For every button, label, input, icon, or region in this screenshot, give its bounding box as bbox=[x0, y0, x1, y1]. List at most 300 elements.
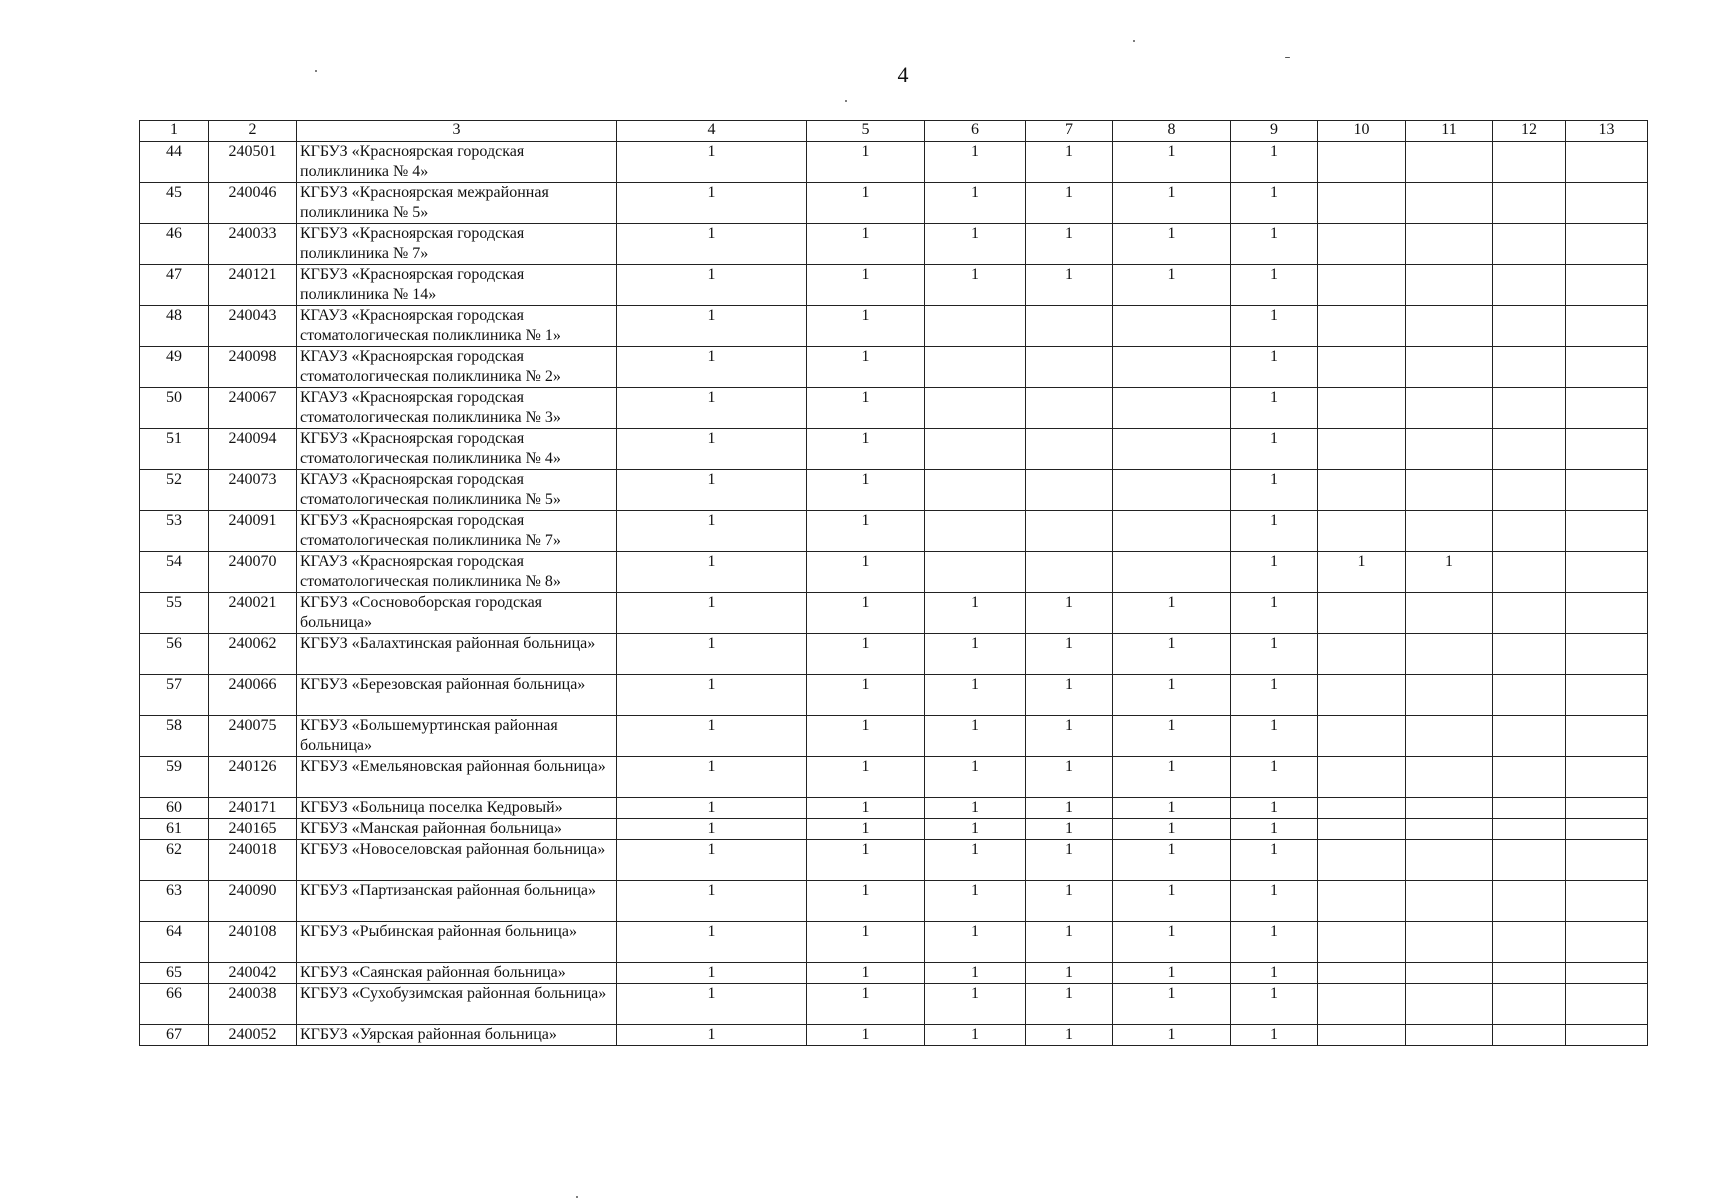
value-cell bbox=[1566, 675, 1648, 716]
column-header: 2 bbox=[209, 121, 297, 142]
code-cell: 240021 bbox=[209, 593, 297, 634]
value-cell: 1 bbox=[1113, 142, 1231, 183]
value-cell bbox=[1566, 552, 1648, 593]
organization-name-cell: КГАУЗ «Красноярская городская стоматологическая поликлиника № 2» bbox=[297, 347, 617, 388]
value-cell: 1 bbox=[925, 716, 1026, 757]
value-cell: 1 bbox=[807, 716, 925, 757]
value-cell bbox=[1493, 347, 1566, 388]
row-number-cell: 50 bbox=[140, 388, 209, 429]
value-cell: 1 bbox=[1026, 716, 1113, 757]
value-cell bbox=[1406, 634, 1493, 675]
table-row bbox=[140, 675, 1648, 716]
value-cell: 1 bbox=[807, 183, 925, 224]
value-cell: 1 bbox=[925, 142, 1026, 183]
value-cell bbox=[1318, 675, 1406, 716]
value-cell: 1 bbox=[617, 183, 807, 224]
value-cell: 1 bbox=[925, 265, 1026, 306]
code-cell: 240171 bbox=[209, 798, 297, 819]
value-cell bbox=[1406, 757, 1493, 798]
value-cell bbox=[1406, 881, 1493, 922]
organization-name-cell: КГБУЗ «Красноярская межрайонная поликлиника № 5» bbox=[297, 183, 617, 224]
value-cell: 1 bbox=[925, 963, 1026, 984]
value-cell: 1 bbox=[807, 757, 925, 798]
value-cell: 1 bbox=[925, 840, 1026, 881]
value-cell: 1 bbox=[1231, 963, 1318, 984]
value-cell: 1 bbox=[617, 984, 807, 1025]
scan-speck bbox=[315, 70, 317, 72]
column-header: 13 bbox=[1566, 121, 1648, 142]
organization-name-cell: КГБУЗ «Новоселовская районная больница» bbox=[297, 840, 617, 881]
value-cell: 1 bbox=[617, 470, 807, 511]
value-cell: 1 bbox=[1406, 552, 1493, 593]
organization-name-cell: КГАУЗ «Красноярская городская стоматологическая поликлиника № 5» bbox=[297, 470, 617, 511]
value-cell bbox=[1406, 347, 1493, 388]
column-header: 7 bbox=[1026, 121, 1113, 142]
table-row bbox=[140, 881, 1648, 922]
value-cell: 1 bbox=[1231, 798, 1318, 819]
value-cell bbox=[1318, 963, 1406, 984]
value-cell: 1 bbox=[807, 511, 925, 552]
code-cell: 240046 bbox=[209, 183, 297, 224]
value-cell: 1 bbox=[807, 429, 925, 470]
value-cell bbox=[1566, 183, 1648, 224]
value-cell: 1 bbox=[617, 142, 807, 183]
value-cell bbox=[1493, 552, 1566, 593]
value-cell: 1 bbox=[807, 963, 925, 984]
value-cell: 1 bbox=[1231, 984, 1318, 1025]
value-cell bbox=[1566, 306, 1648, 347]
value-cell bbox=[1493, 142, 1566, 183]
value-cell: 1 bbox=[617, 1025, 807, 1046]
value-cell: 1 bbox=[617, 388, 807, 429]
value-cell: 1 bbox=[807, 347, 925, 388]
organization-name-cell: КГБУЗ «Манская районная больница» bbox=[297, 819, 617, 840]
value-cell bbox=[925, 429, 1026, 470]
value-cell: 1 bbox=[925, 634, 1026, 675]
value-cell bbox=[1113, 388, 1231, 429]
code-cell: 240042 bbox=[209, 963, 297, 984]
value-cell: 1 bbox=[807, 634, 925, 675]
value-cell bbox=[1493, 675, 1566, 716]
table-row bbox=[140, 1025, 1648, 1046]
value-cell: 1 bbox=[617, 840, 807, 881]
row-number-cell: 48 bbox=[140, 306, 209, 347]
value-cell bbox=[925, 388, 1026, 429]
value-cell bbox=[1566, 1025, 1648, 1046]
value-cell bbox=[1318, 429, 1406, 470]
table-row bbox=[140, 819, 1648, 840]
value-cell bbox=[925, 470, 1026, 511]
value-cell bbox=[1113, 429, 1231, 470]
value-cell bbox=[1493, 716, 1566, 757]
value-cell bbox=[1493, 511, 1566, 552]
value-cell: 1 bbox=[1026, 922, 1113, 963]
scan-speck bbox=[1285, 57, 1290, 58]
table-row bbox=[140, 798, 1648, 819]
value-cell bbox=[1026, 388, 1113, 429]
value-cell bbox=[1318, 922, 1406, 963]
value-cell bbox=[1493, 265, 1566, 306]
value-cell: 1 bbox=[925, 757, 1026, 798]
table-row bbox=[140, 634, 1648, 675]
value-cell bbox=[1493, 840, 1566, 881]
value-cell: 1 bbox=[807, 1025, 925, 1046]
value-cell: 1 bbox=[1231, 922, 1318, 963]
value-cell: 1 bbox=[617, 963, 807, 984]
value-cell: 1 bbox=[807, 265, 925, 306]
value-cell bbox=[1026, 347, 1113, 388]
code-cell: 240070 bbox=[209, 552, 297, 593]
value-cell: 1 bbox=[617, 511, 807, 552]
row-number-cell: 47 bbox=[140, 265, 209, 306]
row-number-cell: 58 bbox=[140, 716, 209, 757]
scan-speck bbox=[1133, 40, 1135, 42]
organization-name-cell: КГБУЗ «Березовская районная больница» bbox=[297, 675, 617, 716]
organization-name-cell: КГБУЗ «Больница поселка Кедровый» bbox=[297, 798, 617, 819]
value-cell: 1 bbox=[1231, 593, 1318, 634]
value-cell: 1 bbox=[1026, 1025, 1113, 1046]
value-cell: 1 bbox=[1113, 819, 1231, 840]
value-cell bbox=[1406, 716, 1493, 757]
row-number-cell: 53 bbox=[140, 511, 209, 552]
value-cell bbox=[1318, 757, 1406, 798]
organization-name-cell: КГБУЗ «Большемуртинская районная больница» bbox=[297, 716, 617, 757]
value-cell bbox=[1026, 429, 1113, 470]
value-cell: 1 bbox=[807, 142, 925, 183]
value-cell: 1 bbox=[1026, 984, 1113, 1025]
value-cell bbox=[1493, 798, 1566, 819]
value-cell: 1 bbox=[807, 840, 925, 881]
value-cell bbox=[1493, 183, 1566, 224]
value-cell bbox=[1318, 798, 1406, 819]
value-cell bbox=[1318, 984, 1406, 1025]
organization-name-cell: КГБУЗ «Красноярская городская поликлиника № 4» bbox=[297, 142, 617, 183]
row-number-cell: 52 bbox=[140, 470, 209, 511]
value-cell bbox=[1566, 634, 1648, 675]
code-cell: 240038 bbox=[209, 984, 297, 1025]
value-cell bbox=[1318, 470, 1406, 511]
value-cell bbox=[1026, 470, 1113, 511]
value-cell: 1 bbox=[807, 819, 925, 840]
value-cell bbox=[1406, 142, 1493, 183]
value-cell bbox=[1493, 963, 1566, 984]
value-cell: 1 bbox=[807, 306, 925, 347]
table-row bbox=[140, 757, 1648, 798]
value-cell: 1 bbox=[1231, 716, 1318, 757]
code-cell: 240501 bbox=[209, 142, 297, 183]
value-cell bbox=[1318, 511, 1406, 552]
code-cell: 240066 bbox=[209, 675, 297, 716]
value-cell bbox=[1493, 922, 1566, 963]
value-cell: 1 bbox=[1113, 881, 1231, 922]
organization-name-cell: КГБУЗ «Красноярская городская поликлиника № 7» bbox=[297, 224, 617, 265]
value-cell: 1 bbox=[617, 881, 807, 922]
column-header: 3 bbox=[297, 121, 617, 142]
value-cell bbox=[1566, 819, 1648, 840]
value-cell: 1 bbox=[1113, 922, 1231, 963]
value-cell: 1 bbox=[807, 922, 925, 963]
table-row bbox=[140, 552, 1648, 593]
value-cell: 1 bbox=[1231, 224, 1318, 265]
value-cell bbox=[1318, 716, 1406, 757]
value-cell bbox=[1493, 881, 1566, 922]
value-cell bbox=[1566, 593, 1648, 634]
page-number: 4 bbox=[897, 62, 909, 87]
value-cell: 1 bbox=[1231, 1025, 1318, 1046]
code-cell: 240033 bbox=[209, 224, 297, 265]
value-cell: 1 bbox=[1231, 142, 1318, 183]
value-cell: 1 bbox=[807, 675, 925, 716]
value-cell bbox=[1318, 347, 1406, 388]
value-cell bbox=[1566, 963, 1648, 984]
value-cell: 1 bbox=[1026, 675, 1113, 716]
code-cell: 240091 bbox=[209, 511, 297, 552]
value-cell: 1 bbox=[1113, 1025, 1231, 1046]
value-cell bbox=[1318, 142, 1406, 183]
value-cell: 1 bbox=[807, 984, 925, 1025]
table-row bbox=[140, 306, 1648, 347]
table-body bbox=[140, 121, 1648, 1046]
scan-speck bbox=[576, 1196, 578, 1198]
value-cell: 1 bbox=[617, 716, 807, 757]
value-cell: 1 bbox=[1113, 840, 1231, 881]
value-cell: 1 bbox=[925, 798, 1026, 819]
value-cell: 1 bbox=[617, 306, 807, 347]
value-cell: 1 bbox=[807, 881, 925, 922]
table-row bbox=[140, 593, 1648, 634]
value-cell bbox=[925, 306, 1026, 347]
value-cell: 1 bbox=[925, 224, 1026, 265]
row-number-cell: 60 bbox=[140, 798, 209, 819]
value-cell: 1 bbox=[1026, 183, 1113, 224]
value-cell: 1 bbox=[1231, 757, 1318, 798]
value-cell: 1 bbox=[1231, 183, 1318, 224]
organization-name-cell: КГБУЗ «Партизанская районная больница» bbox=[297, 881, 617, 922]
organization-name-cell: КГБУЗ «Уярская районная больница» bbox=[297, 1025, 617, 1046]
code-cell: 240090 bbox=[209, 881, 297, 922]
value-cell: 1 bbox=[1026, 819, 1113, 840]
value-cell: 1 bbox=[1026, 840, 1113, 881]
row-number-cell: 66 bbox=[140, 984, 209, 1025]
value-cell bbox=[1493, 819, 1566, 840]
value-cell bbox=[925, 552, 1026, 593]
row-number-cell: 51 bbox=[140, 429, 209, 470]
value-cell bbox=[925, 347, 1026, 388]
value-cell bbox=[1566, 347, 1648, 388]
row-number-cell: 64 bbox=[140, 922, 209, 963]
value-cell bbox=[1566, 757, 1648, 798]
code-cell: 240067 bbox=[209, 388, 297, 429]
value-cell bbox=[1318, 819, 1406, 840]
value-cell bbox=[1566, 224, 1648, 265]
row-number-cell: 61 bbox=[140, 819, 209, 840]
value-cell bbox=[1406, 306, 1493, 347]
value-cell: 1 bbox=[925, 593, 1026, 634]
value-cell: 1 bbox=[1113, 798, 1231, 819]
value-cell bbox=[1406, 984, 1493, 1025]
value-cell: 1 bbox=[1113, 757, 1231, 798]
value-cell: 1 bbox=[1113, 984, 1231, 1025]
value-cell bbox=[1318, 593, 1406, 634]
value-cell bbox=[1406, 963, 1493, 984]
value-cell bbox=[1493, 1025, 1566, 1046]
column-header: 9 bbox=[1231, 121, 1318, 142]
organization-name-cell: КГАУЗ «Красноярская городская стоматологическая поликлиника № 3» bbox=[297, 388, 617, 429]
value-cell bbox=[1318, 183, 1406, 224]
value-cell bbox=[1406, 840, 1493, 881]
column-header: 4 bbox=[617, 121, 807, 142]
value-cell bbox=[1026, 306, 1113, 347]
value-cell: 1 bbox=[617, 552, 807, 593]
value-cell bbox=[1566, 142, 1648, 183]
value-cell bbox=[1566, 265, 1648, 306]
code-cell: 240121 bbox=[209, 265, 297, 306]
value-cell: 1 bbox=[1026, 593, 1113, 634]
value-cell: 1 bbox=[1026, 798, 1113, 819]
table-row bbox=[140, 265, 1648, 306]
value-cell: 1 bbox=[1113, 593, 1231, 634]
code-cell: 240094 bbox=[209, 429, 297, 470]
value-cell: 1 bbox=[925, 675, 1026, 716]
value-cell: 1 bbox=[1113, 675, 1231, 716]
value-cell: 1 bbox=[1231, 840, 1318, 881]
header-row bbox=[140, 121, 1648, 142]
value-cell bbox=[1406, 511, 1493, 552]
row-number-cell: 62 bbox=[140, 840, 209, 881]
value-cell bbox=[1566, 798, 1648, 819]
value-cell bbox=[1406, 922, 1493, 963]
code-cell: 240108 bbox=[209, 922, 297, 963]
value-cell bbox=[1406, 1025, 1493, 1046]
value-cell: 1 bbox=[1113, 224, 1231, 265]
row-number-cell: 55 bbox=[140, 593, 209, 634]
row-number-cell: 45 bbox=[140, 183, 209, 224]
value-cell: 1 bbox=[1026, 757, 1113, 798]
value-cell: 1 bbox=[1231, 511, 1318, 552]
value-cell bbox=[1493, 757, 1566, 798]
table-row bbox=[140, 840, 1648, 881]
value-cell bbox=[925, 511, 1026, 552]
value-cell bbox=[1566, 716, 1648, 757]
column-header: 10 bbox=[1318, 121, 1406, 142]
value-cell bbox=[1318, 840, 1406, 881]
column-header: 11 bbox=[1406, 121, 1493, 142]
value-cell bbox=[1566, 470, 1648, 511]
organization-name-cell: КГБУЗ «Балахтинская районная больница» bbox=[297, 634, 617, 675]
value-cell: 1 bbox=[1231, 347, 1318, 388]
value-cell: 1 bbox=[1026, 142, 1113, 183]
value-cell: 1 bbox=[617, 798, 807, 819]
table-row bbox=[140, 984, 1648, 1025]
value-cell: 1 bbox=[617, 224, 807, 265]
code-cell: 240043 bbox=[209, 306, 297, 347]
value-cell: 1 bbox=[925, 1025, 1026, 1046]
value-cell bbox=[1406, 224, 1493, 265]
organization-name-cell: КГБУЗ «Сосновоборская городская больница» bbox=[297, 593, 617, 634]
value-cell bbox=[1493, 388, 1566, 429]
column-header: 1 bbox=[140, 121, 209, 142]
code-cell: 240126 bbox=[209, 757, 297, 798]
table-row bbox=[140, 388, 1648, 429]
value-cell: 1 bbox=[617, 675, 807, 716]
value-cell bbox=[1566, 429, 1648, 470]
code-cell: 240098 bbox=[209, 347, 297, 388]
value-cell: 1 bbox=[1113, 265, 1231, 306]
value-cell bbox=[1318, 388, 1406, 429]
value-cell: 1 bbox=[1026, 224, 1113, 265]
value-cell: 1 bbox=[617, 634, 807, 675]
value-cell: 1 bbox=[1231, 470, 1318, 511]
value-cell: 1 bbox=[1026, 634, 1113, 675]
value-cell: 1 bbox=[1113, 716, 1231, 757]
value-cell bbox=[1566, 984, 1648, 1025]
row-number-cell: 67 bbox=[140, 1025, 209, 1046]
value-cell: 1 bbox=[1113, 183, 1231, 224]
table-row bbox=[140, 224, 1648, 265]
value-cell bbox=[1113, 306, 1231, 347]
value-cell bbox=[1566, 922, 1648, 963]
value-cell bbox=[1406, 675, 1493, 716]
value-cell bbox=[1493, 634, 1566, 675]
value-cell: 1 bbox=[807, 798, 925, 819]
code-cell: 240052 bbox=[209, 1025, 297, 1046]
value-cell bbox=[1406, 819, 1493, 840]
row-number-cell: 54 bbox=[140, 552, 209, 593]
value-cell bbox=[1493, 470, 1566, 511]
value-cell: 1 bbox=[617, 922, 807, 963]
value-cell bbox=[1113, 552, 1231, 593]
value-cell: 1 bbox=[617, 757, 807, 798]
value-cell bbox=[1318, 881, 1406, 922]
value-cell: 1 bbox=[1026, 265, 1113, 306]
value-cell: 1 bbox=[617, 347, 807, 388]
row-number-cell: 49 bbox=[140, 347, 209, 388]
organization-name-cell: КГБУЗ «Сухобузимская районная больница» bbox=[297, 984, 617, 1025]
value-cell: 1 bbox=[807, 593, 925, 634]
value-cell: 1 bbox=[807, 388, 925, 429]
value-cell: 1 bbox=[925, 984, 1026, 1025]
organization-name-cell: КГАУЗ «Красноярская городская стоматологическая поликлиника № 8» bbox=[297, 552, 617, 593]
scan-speck bbox=[845, 100, 847, 102]
value-cell: 1 bbox=[617, 265, 807, 306]
value-cell: 1 bbox=[1231, 675, 1318, 716]
table-row bbox=[140, 470, 1648, 511]
organization-name-cell: КГБУЗ «Красноярская городская стоматологическая поликлиника № 7» bbox=[297, 511, 617, 552]
value-cell bbox=[1566, 881, 1648, 922]
column-header: 5 bbox=[807, 121, 925, 142]
value-cell bbox=[1026, 552, 1113, 593]
code-cell: 240073 bbox=[209, 470, 297, 511]
value-cell: 1 bbox=[1231, 634, 1318, 675]
value-cell bbox=[1113, 470, 1231, 511]
value-cell: 1 bbox=[1231, 306, 1318, 347]
value-cell bbox=[1113, 511, 1231, 552]
table-row bbox=[140, 963, 1648, 984]
table-row bbox=[140, 716, 1648, 757]
organization-name-cell: КГБУЗ «Рыбинская районная больница» bbox=[297, 922, 617, 963]
value-cell: 1 bbox=[1318, 552, 1406, 593]
value-cell: 1 bbox=[617, 819, 807, 840]
value-cell bbox=[1493, 984, 1566, 1025]
value-cell: 1 bbox=[1231, 552, 1318, 593]
value-cell bbox=[1406, 593, 1493, 634]
value-cell: 1 bbox=[1231, 388, 1318, 429]
table-row bbox=[140, 922, 1648, 963]
value-cell bbox=[1493, 593, 1566, 634]
code-cell: 240062 bbox=[209, 634, 297, 675]
value-cell: 1 bbox=[1026, 963, 1113, 984]
organization-name-cell: КГБУЗ «Красноярская городская поликлиника № 14» bbox=[297, 265, 617, 306]
